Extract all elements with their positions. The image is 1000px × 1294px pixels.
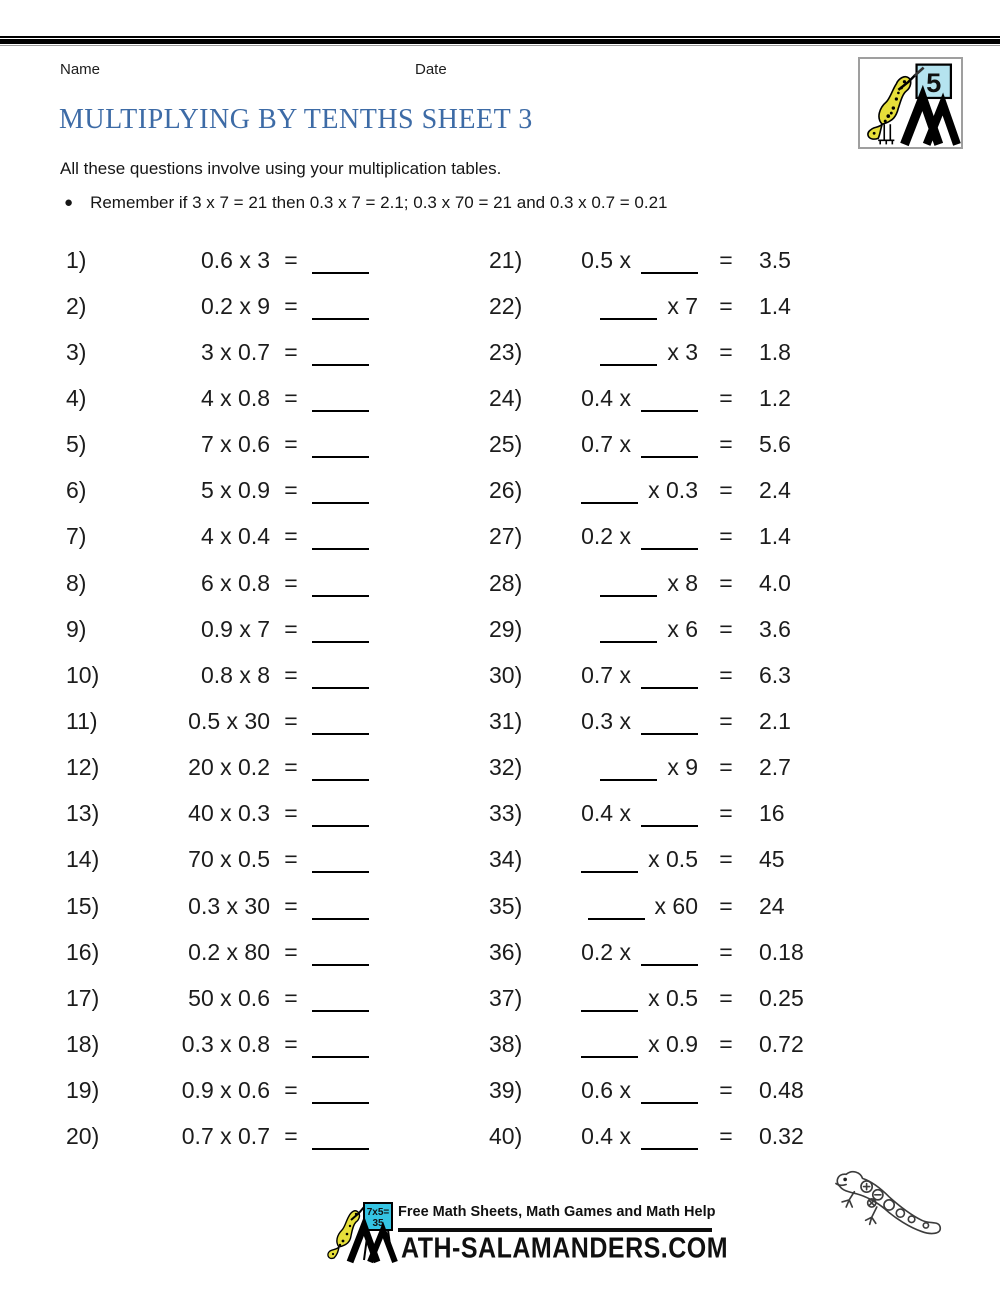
- equals-sign: =: [719, 754, 733, 781]
- svg-text:7x5=: 7x5=: [366, 1207, 390, 1218]
- answer-blank: [312, 672, 369, 689]
- answer-blank: [312, 1041, 369, 1058]
- problem-number: 16): [66, 938, 100, 965]
- equals-sign: =: [284, 984, 298, 1011]
- missing-factor-blank: [600, 349, 657, 366]
- math-salamanders-badge: [858, 57, 963, 149]
- problem-row: [66, 468, 387, 514]
- footer-logo: [326, 1196, 406, 1266]
- missing-factor-blank: [581, 487, 638, 504]
- factor-given: 0.6 x: [581, 1077, 631, 1104]
- missing-factor-blank: [600, 764, 657, 781]
- answer-blank-cell: [312, 1123, 387, 1150]
- equals-sign: =: [719, 1077, 733, 1104]
- reminder-bullet-item: [64, 193, 668, 213]
- answer-blank-cell: [312, 477, 387, 504]
- problem-row: [66, 1068, 387, 1114]
- equals-sign: =: [719, 431, 733, 458]
- factor-given: 0.7 x: [581, 661, 631, 688]
- problem-number: 28): [489, 569, 523, 596]
- equals-sign: =: [284, 615, 298, 642]
- answer-blank-cell: [312, 293, 387, 320]
- problem-row: [489, 1021, 864, 1067]
- problem-expression: 0.5 x 30: [188, 707, 270, 734]
- equals-sign: =: [284, 1077, 298, 1104]
- problem-row: [66, 329, 387, 375]
- problem-number: 5): [66, 431, 87, 458]
- problem-number: 36): [489, 938, 523, 965]
- problem-row: [66, 1021, 387, 1067]
- factor-given: x 6: [667, 615, 698, 642]
- problem-row: [489, 975, 864, 1021]
- bullet-icon: ●: [64, 194, 74, 211]
- problem-number: 20): [66, 1123, 100, 1150]
- problem-row: [66, 606, 387, 652]
- badge-number: 5: [926, 66, 942, 98]
- problem-row: [489, 1114, 864, 1160]
- problem-number: 10): [66, 661, 100, 688]
- factor-given: 0.2 x: [581, 523, 631, 550]
- missing-factor-blank: [641, 718, 698, 735]
- problem-expression: [538, 662, 698, 689]
- equals-sign: =: [719, 384, 733, 411]
- problems-column-left: [66, 237, 387, 1160]
- problem-number: 9): [66, 615, 87, 642]
- problem-number: 34): [489, 846, 523, 873]
- problem-number: 4): [66, 384, 87, 411]
- problem-number: 7): [66, 523, 87, 550]
- problem-row: [489, 514, 864, 560]
- equals-sign: =: [284, 892, 298, 919]
- problem-row: [489, 237, 864, 283]
- problem-expression: [538, 431, 698, 458]
- factor-given: x 0.9: [648, 1030, 698, 1057]
- problem-number: 14): [66, 846, 100, 873]
- problem-number: 21): [489, 246, 523, 273]
- problem-expression: 0.9 x 0.6: [181, 1077, 270, 1104]
- problem-number: 6): [66, 477, 87, 504]
- problem-answer: 3.5: [759, 246, 791, 273]
- problem-number: 13): [66, 800, 100, 827]
- problem-expression: [538, 800, 698, 827]
- equals-sign: =: [284, 754, 298, 781]
- m-logo-icon: [904, 98, 957, 144]
- problem-answer: 0.72: [759, 1030, 804, 1057]
- equals-sign: =: [719, 338, 733, 365]
- problem-number: 40): [489, 1123, 523, 1150]
- missing-factor-blank: [641, 672, 698, 689]
- equals-sign: =: [719, 938, 733, 965]
- salamander-drawing-icon: [822, 1160, 948, 1252]
- problem-answer: 2.1: [759, 707, 791, 734]
- missing-factor-blank: [600, 626, 657, 643]
- equals-sign: =: [719, 984, 733, 1011]
- problem-number: 19): [66, 1077, 100, 1104]
- problem-number: 17): [66, 984, 100, 1011]
- equals-sign: =: [719, 477, 733, 504]
- answer-blank-cell: [312, 754, 387, 781]
- problem-expression: [538, 893, 698, 920]
- answer-blank-cell: [312, 523, 387, 550]
- answer-blank-cell: [312, 846, 387, 873]
- problem-expression: 0.7 x 0.7: [181, 1123, 270, 1150]
- missing-factor-blank: [641, 441, 698, 458]
- equals-sign: =: [284, 523, 298, 550]
- problem-row: [489, 606, 864, 652]
- problem-row: [66, 422, 387, 468]
- problem-row: [66, 791, 387, 837]
- answer-blank: [312, 718, 369, 735]
- problem-expression: [538, 339, 698, 366]
- problem-expression: [538, 616, 698, 643]
- problem-number: 32): [489, 754, 523, 781]
- factor-given: 0.2 x: [581, 938, 631, 965]
- problem-answer: 0.25: [759, 984, 804, 1011]
- problem-expression: [538, 247, 698, 274]
- problem-answer: 5.6: [759, 431, 791, 458]
- problem-number: 11): [66, 707, 98, 734]
- answer-blank: [312, 995, 369, 1012]
- answer-blank-cell: [312, 985, 387, 1012]
- factor-given: x 8: [667, 569, 698, 596]
- problem-row: [66, 975, 387, 1021]
- problem-answer: 1.4: [759, 292, 791, 319]
- missing-factor-blank: [641, 395, 698, 412]
- problem-row: [489, 837, 864, 883]
- problem-expression: 40 x 0.3: [188, 800, 270, 827]
- factor-given: x 3: [667, 338, 698, 365]
- problem-row: [489, 329, 864, 375]
- factor-given: 0.4 x: [581, 1123, 631, 1150]
- factor-given: 0.5 x: [581, 246, 631, 273]
- problem-row: [66, 837, 387, 883]
- missing-factor-blank: [581, 856, 638, 873]
- footer-site-wordmark: ATH-SALAMANDERS.COM: [401, 1232, 729, 1265]
- footer-logo-graphic: [326, 1196, 406, 1266]
- equals-sign: =: [284, 338, 298, 365]
- answer-blank-cell: [312, 893, 387, 920]
- equals-sign: =: [284, 938, 298, 965]
- problem-answer: 4.0: [759, 569, 791, 596]
- problem-number: 15): [66, 892, 100, 919]
- problem-answer: 3.6: [759, 615, 791, 642]
- missing-factor-blank: [600, 580, 657, 597]
- equals-sign: =: [284, 477, 298, 504]
- equals-sign: =: [284, 431, 298, 458]
- problem-row: [66, 652, 387, 698]
- factor-given: 0.4 x: [581, 384, 631, 411]
- equals-sign: =: [284, 661, 298, 688]
- answer-blank: [312, 1133, 369, 1150]
- problem-number: 35): [489, 892, 523, 919]
- factor-given: 0.3 x: [581, 707, 631, 734]
- problem-answer: 6.3: [759, 661, 791, 688]
- answer-blank: [312, 810, 369, 827]
- intro-text: All these questions involve using your multiplication tables.: [60, 159, 502, 178]
- equals-sign: =: [719, 292, 733, 319]
- problem-row: [489, 883, 864, 929]
- problem-expression: [538, 939, 698, 966]
- problem-row: [489, 422, 864, 468]
- problem-expression: [538, 1123, 698, 1150]
- problem-number: 25): [489, 431, 523, 458]
- problem-row: [66, 237, 387, 283]
- equals-sign: =: [719, 1123, 733, 1150]
- problem-row: [66, 514, 387, 560]
- problem-row: [66, 283, 387, 329]
- answer-blank: [312, 580, 369, 597]
- problem-number: 37): [489, 984, 523, 1011]
- problem-expression: 0.3 x 0.8: [181, 1030, 270, 1057]
- answer-blank: [312, 257, 369, 274]
- svg-text:35: 35: [372, 1218, 384, 1229]
- equals-sign: =: [284, 800, 298, 827]
- problem-number: 27): [489, 523, 523, 550]
- equals-sign: =: [719, 707, 733, 734]
- factor-given: x 0.3: [648, 477, 698, 504]
- answer-blank-cell: [312, 662, 387, 689]
- answer-blank: [312, 349, 369, 366]
- problem-expression: 0.2 x 9: [200, 292, 270, 319]
- answer-blank-cell: [312, 339, 387, 366]
- factor-given: x 9: [667, 754, 698, 781]
- problem-expression: [538, 985, 698, 1012]
- problem-number: 38): [489, 1030, 523, 1057]
- answer-blank: [312, 903, 369, 920]
- answer-blank: [312, 764, 369, 781]
- problem-expression: 0.3 x 30: [188, 892, 270, 919]
- equals-sign: =: [284, 292, 298, 319]
- problem-number: 29): [489, 615, 523, 642]
- problem-number: 18): [66, 1030, 100, 1057]
- missing-factor-blank: [641, 810, 698, 827]
- footer-tagline: Free Math Sheets, Math Games and Math Help: [398, 1204, 716, 1220]
- equals-sign: =: [284, 569, 298, 596]
- problem-row: [489, 745, 864, 791]
- problems-column-right: [489, 237, 864, 1160]
- answer-blank-cell: [312, 570, 387, 597]
- problem-number: 24): [489, 384, 523, 411]
- problem-row: [489, 468, 864, 514]
- problem-row: [489, 560, 864, 606]
- problem-row: [489, 283, 864, 329]
- equals-sign: =: [284, 846, 298, 873]
- equals-sign: =: [719, 661, 733, 688]
- answer-blank: [312, 487, 369, 504]
- problem-number: 2): [66, 292, 87, 319]
- problem-expression: 0.6 x 3: [200, 246, 270, 273]
- factor-given: 0.4 x: [581, 800, 631, 827]
- problem-row: [66, 929, 387, 975]
- answer-blank: [312, 533, 369, 550]
- problem-expression: 6 x 0.8: [200, 569, 270, 596]
- answer-blank-cell: [312, 247, 387, 274]
- problem-number: 12): [66, 754, 100, 781]
- problem-expression: [538, 570, 698, 597]
- problem-number: 26): [489, 477, 523, 504]
- problem-row: [489, 698, 864, 744]
- missing-factor-blank: [581, 995, 638, 1012]
- problem-row: [489, 1068, 864, 1114]
- problem-expression: [538, 523, 698, 550]
- problem-answer: 16: [759, 800, 785, 827]
- factor-given: 0.7 x: [581, 431, 631, 458]
- problem-expression: [538, 293, 698, 320]
- equals-sign: =: [719, 800, 733, 827]
- problem-expression: 0.9 x 7: [200, 615, 270, 642]
- problem-expression: [538, 846, 698, 873]
- factor-given: x 0.5: [648, 984, 698, 1011]
- page-title: MULTIPLYING BY TENTHS SHEET 3: [59, 104, 533, 135]
- missing-factor-blank: [641, 1133, 698, 1150]
- problem-row: [489, 375, 864, 421]
- equals-sign: =: [284, 1030, 298, 1057]
- problem-expression: 3 x 0.7: [200, 338, 270, 365]
- problem-answer: 1.2: [759, 384, 791, 411]
- answer-blank: [312, 441, 369, 458]
- equals-sign: =: [719, 892, 733, 919]
- factor-given: x 60: [654, 892, 698, 919]
- missing-factor-blank: [588, 903, 645, 920]
- answer-blank: [312, 303, 369, 320]
- problem-answer: 0.32: [759, 1123, 804, 1150]
- problem-expression: 0.2 x 80: [188, 938, 270, 965]
- answer-blank-cell: [312, 385, 387, 412]
- problem-answer: 45: [759, 846, 785, 873]
- problem-row: [66, 1114, 387, 1160]
- problem-expression: 4 x 0.4: [200, 523, 270, 550]
- answer-blank: [312, 395, 369, 412]
- missing-factor-blank: [641, 533, 698, 550]
- problem-number: 33): [489, 800, 523, 827]
- problem-answer: 0.48: [759, 1077, 804, 1104]
- footer-rule: [398, 1228, 712, 1232]
- missing-factor-blank: [641, 1087, 698, 1104]
- top-border-rule: [0, 36, 1000, 46]
- problem-row: [66, 375, 387, 421]
- name-label: Name: [60, 61, 101, 78]
- badge-graphic: [860, 59, 961, 147]
- problem-expression: 7 x 0.6: [200, 431, 270, 458]
- answer-blank-cell: [312, 708, 387, 735]
- equals-sign: =: [284, 1123, 298, 1150]
- problem-expression: 4 x 0.8: [200, 384, 270, 411]
- missing-factor-blank: [581, 1041, 638, 1058]
- problem-row: [66, 883, 387, 929]
- problem-expression: [538, 385, 698, 412]
- answer-blank-cell: [312, 1031, 387, 1058]
- problem-expression: [538, 708, 698, 735]
- equals-sign: =: [284, 707, 298, 734]
- problem-row: [489, 652, 864, 698]
- problem-expression: 20 x 0.2: [188, 754, 270, 781]
- problem-row: [489, 791, 864, 837]
- equals-sign: =: [719, 615, 733, 642]
- answer-blank: [312, 856, 369, 873]
- problem-answer: 24: [759, 892, 785, 919]
- factor-given: x 0.5: [648, 846, 698, 873]
- equals-sign: =: [284, 384, 298, 411]
- problem-expression: 0.8 x 8: [200, 661, 270, 688]
- problem-expression: [538, 477, 698, 504]
- problem-expression: [538, 754, 698, 781]
- equals-sign: =: [719, 523, 733, 550]
- problem-number: 39): [489, 1077, 523, 1104]
- problem-row: [489, 929, 864, 975]
- problem-number: 30): [489, 661, 523, 688]
- answer-blank-cell: [312, 1077, 387, 1104]
- problem-number: 31): [489, 707, 523, 734]
- problem-number: 8): [66, 569, 87, 596]
- answer-blank: [312, 1087, 369, 1104]
- problem-expression: 50 x 0.6: [188, 984, 270, 1011]
- reminder-text: Remember if 3 x 7 = 21 then 0.3 x 7 = 2.1; 0.3 x 70 = 21 and 0.3 x 0.7 = 0.21: [90, 193, 668, 212]
- problem-expression: 70 x 0.5: [188, 846, 270, 873]
- equals-sign: =: [719, 246, 733, 273]
- problem-answer: 0.18: [759, 938, 804, 965]
- missing-factor-blank: [641, 257, 698, 274]
- problem-number: 3): [66, 338, 87, 365]
- missing-factor-blank: [641, 949, 698, 966]
- problem-row: [66, 698, 387, 744]
- equals-sign: =: [719, 1030, 733, 1057]
- problem-row: [66, 745, 387, 791]
- answer-blank: [312, 626, 369, 643]
- date-label: Date: [415, 61, 447, 78]
- answer-blank: [312, 949, 369, 966]
- missing-factor-blank: [600, 303, 657, 320]
- answer-blank-cell: [312, 800, 387, 827]
- equals-sign: =: [284, 246, 298, 273]
- problem-answer: 2.4: [759, 477, 791, 504]
- answer-blank-cell: [312, 616, 387, 643]
- problem-number: 1): [66, 246, 87, 273]
- problem-answer: 2.7: [759, 754, 791, 781]
- equals-sign: =: [719, 569, 733, 596]
- problem-expression: [538, 1077, 698, 1104]
- problem-number: 22): [489, 292, 523, 319]
- problem-expression: [538, 1031, 698, 1058]
- equals-sign: =: [719, 846, 733, 873]
- problem-answer: 1.4: [759, 523, 791, 550]
- problem-number: 23): [489, 338, 523, 365]
- answer-blank-cell: [312, 431, 387, 458]
- answer-blank-cell: [312, 939, 387, 966]
- problem-row: [66, 560, 387, 606]
- problem-answer: 1.8: [759, 338, 791, 365]
- factor-given: x 7: [667, 292, 698, 319]
- problem-expression: 5 x 0.9: [200, 477, 270, 504]
